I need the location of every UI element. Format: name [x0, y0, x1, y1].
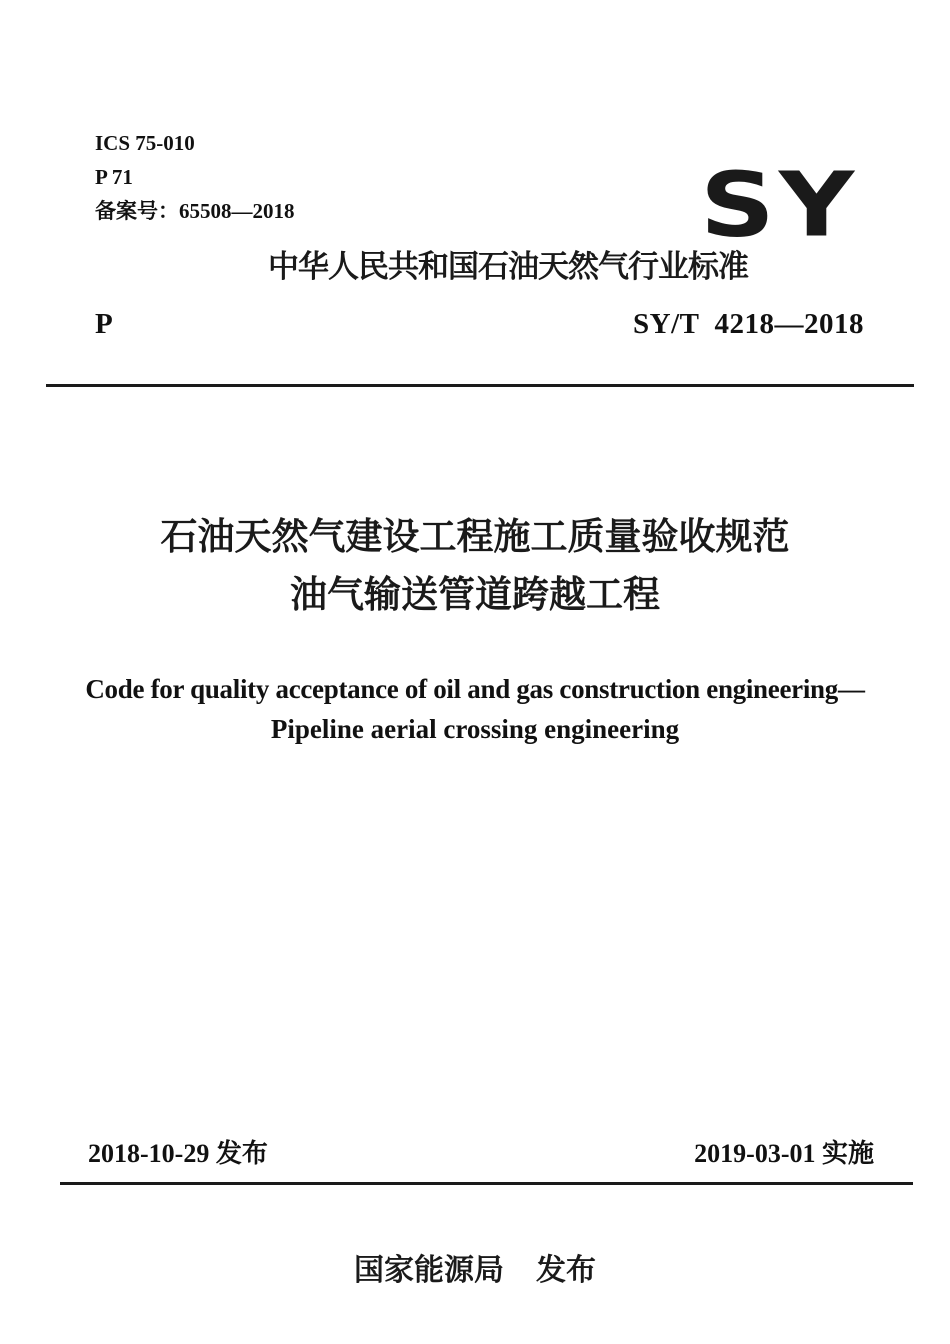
filing-value: 65508—2018	[179, 199, 295, 223]
industry-standard-heading: 中华人民共和国石油天然气行业标准	[268, 249, 748, 285]
ics-code: ICS 75-010	[95, 131, 195, 155]
standard-number: SY/T 4218—2018	[633, 308, 864, 340]
english-title-line-2: Pipeline aerial crossing engineering	[270, 714, 680, 744]
top-divider	[46, 384, 914, 387]
filing-number	[95, 201, 295, 222]
implementation-date: 2019-03-01 实施	[694, 1139, 874, 1168]
issuer	[0, 1253, 950, 1288]
category-letter: P	[95, 308, 113, 340]
issuer-action: 发布	[536, 1253, 596, 1288]
bottom-divider	[60, 1182, 913, 1185]
sy-logo: SY	[700, 152, 859, 258]
issuer-name: 国家能源局	[354, 1253, 504, 1288]
filing-label: 备案号：	[95, 199, 179, 223]
issue-date: 2018-10-29 发布	[88, 1139, 268, 1168]
classification-code: P 71	[95, 165, 133, 189]
chinese-title-line-1: 石油天然气建设工程施工质量验收规范	[160, 515, 790, 558]
english-title-line-1: Code for quality acceptance of oil and gas construction engineering—	[85, 674, 865, 704]
chinese-title-line-2: 油气输送管道跨越工程	[290, 573, 660, 616]
